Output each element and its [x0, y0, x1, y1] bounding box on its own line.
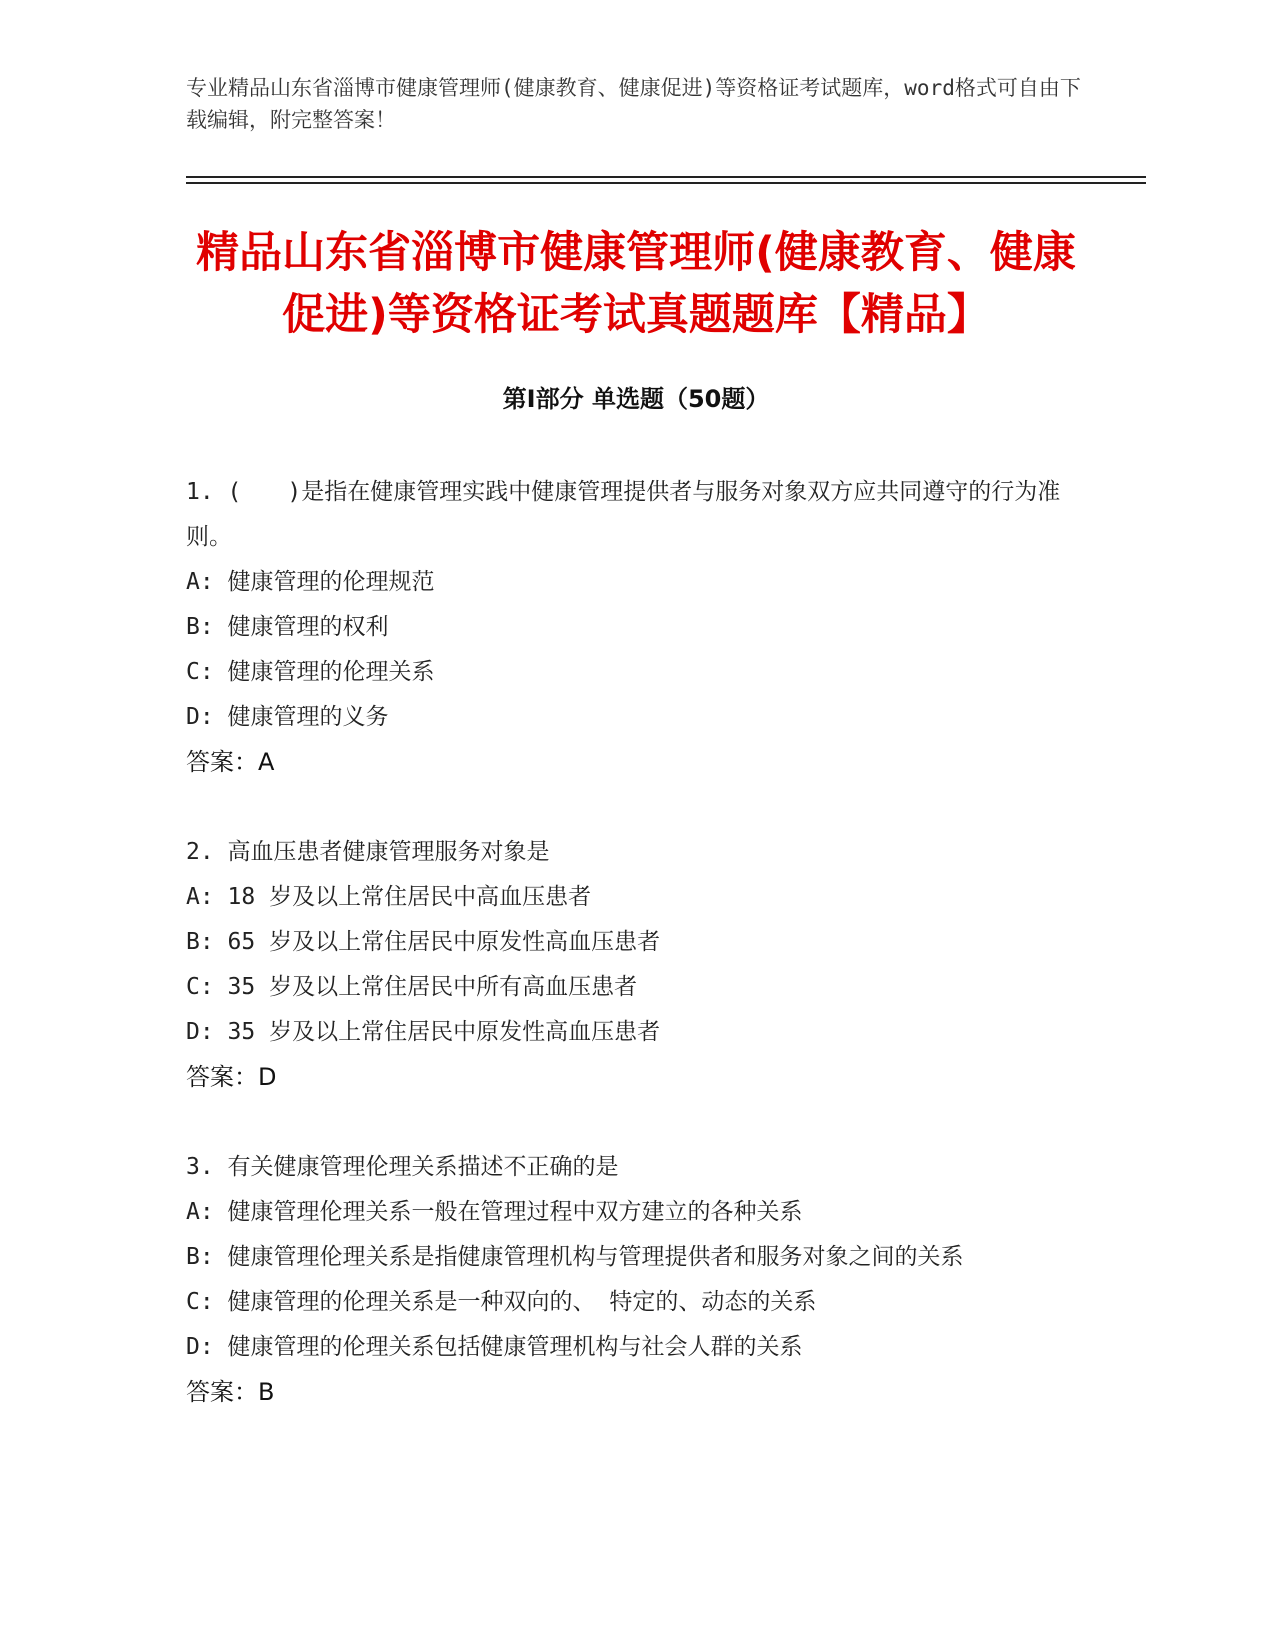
document-title: 精品山东省淄博市健康管理师(健康教育、健康促进)等资格证考试真题题库【精品】: [196, 228, 1076, 340]
option-a: A: 18 岁及以上常住居民中高血压患者: [186, 884, 592, 910]
answer-line: 答案：D: [186, 1063, 277, 1091]
header-rule-bottom: [186, 182, 1146, 184]
question-2: [186, 830, 1076, 1100]
option-d: D: 健康管理的伦理关系包括健康管理机构与社会人群的关系: [186, 1334, 803, 1360]
question-stem: 2. 高血压患者健康管理服务对象是: [186, 839, 550, 865]
option-c: C: 健康管理的伦理关系: [186, 659, 435, 685]
question-1: [186, 470, 1076, 785]
header-note: 专业精品山东省淄博市健康管理师(健康教育、健康促进)等资格证考试题库，word格式可自由下载编辑，附完整答案！: [186, 76, 1081, 132]
option-b: B: 健康管理伦理关系是指健康管理机构与管理提供者和服务对象之间的关系: [186, 1244, 964, 1270]
answer-line: 答案：B: [186, 1378, 275, 1406]
option-d: D: 35 岁及以上常住居民中原发性高血压患者: [186, 1019, 661, 1045]
option-c: C: 35 岁及以上常住居民中所有高血压患者: [186, 974, 638, 1000]
question-stem: 3. 有关健康管理伦理关系描述不正确的是: [186, 1154, 619, 1180]
option-b: B: 健康管理的权利: [186, 614, 389, 640]
option-d: D: 健康管理的义务: [186, 704, 389, 730]
option-a: A: 健康管理的伦理规范: [186, 569, 435, 595]
header-rule-top: [186, 176, 1146, 178]
option-c: C: 健康管理的伦理关系是一种双向的、 特定的、动态的关系: [186, 1289, 817, 1315]
question-3: [186, 1145, 1076, 1415]
option-a: A: 健康管理伦理关系一般在管理过程中双方建立的各种关系: [186, 1199, 803, 1225]
question-list: [186, 470, 1076, 1415]
option-b: B: 65 岁及以上常住居民中原发性高血压患者: [186, 929, 661, 955]
question-stem: 1. ( )是指在健康管理实践中健康管理提供者与服务对象双方应共同遵守的行为准则。: [186, 479, 1061, 550]
section-title: 第Ⅰ部分 单选题（50题）: [502, 385, 770, 413]
answer-line: 答案：A: [186, 748, 275, 776]
